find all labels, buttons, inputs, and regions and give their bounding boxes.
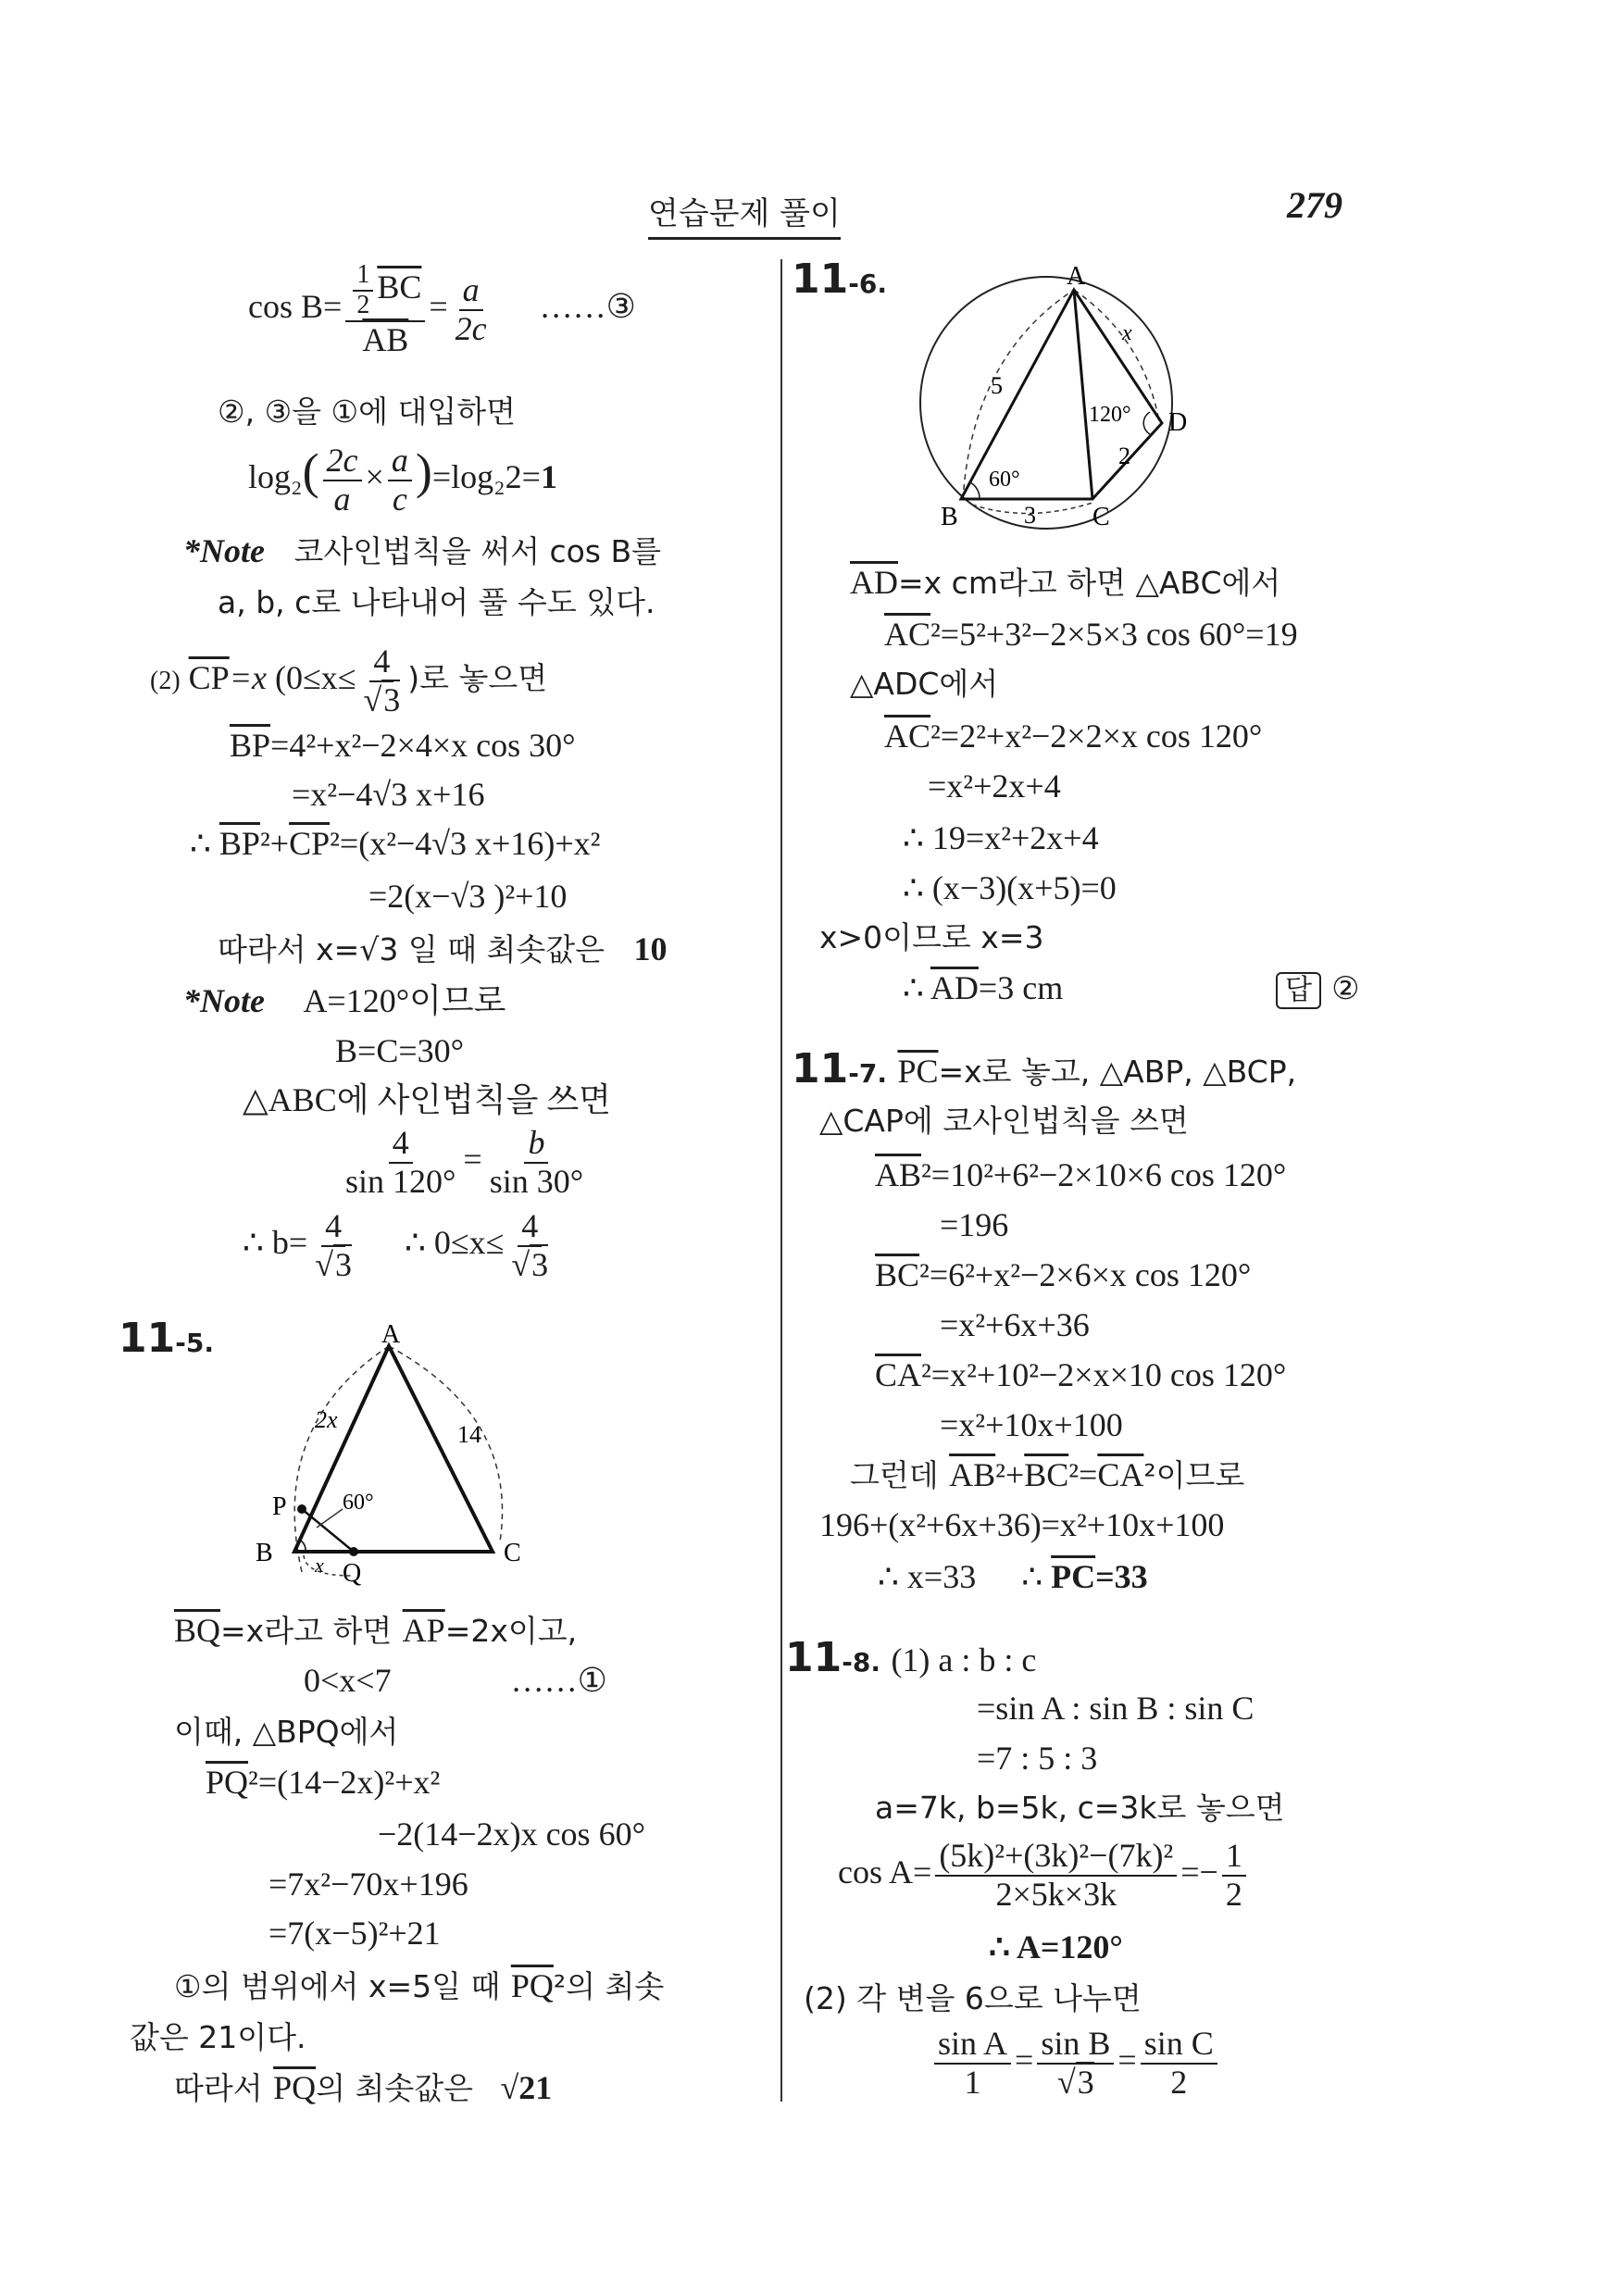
p6-line9: ∴ $\overline{AD}=3$ cm: [903, 969, 1064, 1006]
label-x: x: [315, 1554, 324, 1577]
note2-line3: △ABC에 사인법칙을 쓰면: [243, 1081, 611, 1118]
angle-b-marker: [970, 482, 980, 499]
note1-line2: a, b, c로 나타내어 풀 수도 있다.: [218, 584, 655, 620]
label-2x: 2x: [315, 1406, 338, 1433]
p7-line6: =x²+6x+36: [940, 1306, 1090, 1343]
p6-line1: $\overline{AD}=x$ cm라고 하면 △ABC에서: [850, 564, 1281, 601]
p2-answer: 따라서 x=√3 일 때 최솟값은 10: [218, 930, 668, 967]
p6-line4: $\overline{AC}^2=2^2+x^2-2\times 2\times x$ cos 120°: [884, 718, 1263, 755]
triangle-abc: [294, 1346, 493, 1552]
p5-line2: 0<x<7 ……①: [304, 1662, 607, 1699]
diagonal-ac: [1074, 290, 1092, 499]
p5-line9: 값은 21이다.: [130, 2019, 306, 2055]
p7-line2: △CAP에 코사인법칙을 쓰면: [819, 1103, 1189, 1139]
label-b: B: [256, 1539, 273, 1567]
p5-line7: =7(x−5)²+21: [268, 1915, 441, 1952]
label-b: B: [941, 503, 958, 531]
note2-result: ∴ b= $\frac{4}{√3}$ ∴ 0≤x≤ $\frac{4}{√3}$: [243, 1207, 549, 1283]
point-p: [297, 1504, 306, 1514]
triangle-figure-11-5: [250, 1320, 546, 1588]
angle-d-marker: [1143, 412, 1150, 434]
p6-line8: x>0이므로 x=3: [819, 919, 1044, 955]
p5-line3: 이때, △BPQ에서: [174, 1714, 399, 1750]
note2-line2: B=C=30°: [335, 1032, 465, 1069]
p8-line4: a=7k, b=5k, c=3k로 놓으면: [875, 1790, 1285, 1826]
p5-line8: ①의 범위에서 x=5일 때 $\overline{PQ}^2$의 최솟: [174, 1967, 665, 2004]
p5-line4: $\overline{PQ}^2=(14-2x)^2+x^2$: [206, 1764, 441, 1801]
p7-line1: 11-7. $\overline{PC}=x$로 놓고, △ABP, △BCP,: [792, 1045, 1297, 1092]
p8-line2: =sin A : sin B : sin C: [977, 1690, 1255, 1727]
label-c: C: [504, 1539, 521, 1567]
page-header-title: 연습문제 풀이: [648, 188, 841, 240]
label-x: x: [1122, 321, 1132, 345]
page-number: 279: [1287, 184, 1342, 226]
p5-line1: $\overline{BQ}=x$라고 하면 $\overline{AP}=2x$이고,: [174, 1612, 578, 1649]
p7-line3: $\overline{AB}^2=10^2+6^2-2\times 10\times 6$ cos 120°: [875, 1156, 1287, 1193]
p2-line4: ∴ $\overline{BP}^2+\overline{CP}^2=(x^2-4√3$ x+16)+x²: [190, 825, 601, 862]
p6-line5: =x²+2x+4: [928, 767, 1061, 805]
arc-ac: [389, 1346, 503, 1541]
p8-sine-ratio: $\frac{\text{sin A}}{1}$ = $\frac{\text{sin B}}{√3}$ = $\frac{\text{sin C}}{2}$: [930, 2026, 1221, 2101]
p8-line1: 11-8. (1) a : b : c: [785, 1634, 1037, 1681]
p6-line6: ∴ 19=x²+2x+4: [903, 819, 1099, 856]
note2-sine-law: $\frac{4}{\sin 120^\circ}$ = $\frac{b}{\sin 30^\circ}$: [345, 1124, 584, 1200]
p7-line4: =196: [940, 1206, 1009, 1243]
cosb-equation: cos B= $\frac{1}{2}$ $\overline{BC}$ AB = $\frac{a}{2c}$ ……③: [248, 260, 636, 358]
p8-line7: (2) 각 변을 6으로 나누면: [804, 1980, 1142, 2016]
p5-answer: 따라서 $\overline{PQ}$의 최솟값은 √21: [174, 2069, 553, 2106]
note1: *Note 코사인법칙을 써서 cos B를: [183, 532, 661, 569]
label-14: 14: [457, 1421, 481, 1448]
log-equation: log₂( $\frac{2c}{a}$ × $\frac{a}{c}$ )=log₂2=1: [248, 442, 557, 518]
p8-line6: ∴ A=120°: [989, 1928, 1123, 1965]
circle-figure-11-6: [907, 262, 1188, 542]
label-3: 3: [1024, 502, 1036, 529]
label-120deg: 120°: [1089, 403, 1131, 427]
subst-text: ②, ③을 ①에 대입하면: [218, 393, 516, 430]
p6-line7: ∴ (x−3)(x+5)=0: [903, 869, 1117, 906]
p6-line2: $\overline{AC}^2=5^2+3^2-2\times 5\times 3$ cos 60°=19: [884, 616, 1298, 653]
p8-line3: =7 : 5 : 3: [977, 1740, 1098, 1777]
p7-line9: 그런데 $\overline{AB}^2+\overline{BC}^2=\overline{CA}^2$이므로: [850, 1456, 1245, 1493]
label-d: D: [1168, 408, 1188, 437]
p7-line10: 196+(x²+6x+36)=x²+10x+100: [819, 1506, 1225, 1543]
label-a: A: [381, 1320, 401, 1349]
label-q: Q: [343, 1559, 362, 1588]
label-c: C: [1092, 503, 1110, 531]
column-divider: [780, 259, 782, 2102]
p6-line3: △ADC에서: [850, 666, 999, 702]
p6-answer: 답 ②: [1276, 970, 1360, 1009]
label-p: P: [272, 1492, 287, 1521]
p7-line7: $\overline{CA}^2=x^2+10^2-2\times x\times 10$ cos 120°: [875, 1356, 1287, 1393]
angle-label-leader: [317, 1509, 343, 1528]
p7-answer: ∴ x=33 ∴ $\overline{PC}=33$: [878, 1558, 1148, 1595]
p2-line5: =2(x−√3 )²+10: [368, 878, 568, 915]
p8-cosa: cos A= $\frac{\text{(5k)²+(3k)²−(7k)²}}{2\times 5k\times 3k}$ =− $\frac{1}{2}$: [838, 1838, 1250, 1913]
p5-line5: −2(14−2x)x cos 60°: [378, 1816, 645, 1853]
p2-line3: =x²−4√3 x+16: [292, 776, 485, 813]
label-60deg: 60°: [343, 1491, 374, 1515]
p5-line6: =7x²−70x+196: [268, 1866, 468, 1903]
segment-pq: [302, 1509, 354, 1552]
p7-line8: =x²+10x+100: [940, 1406, 1123, 1443]
label-2: 2: [1118, 443, 1130, 469]
circumcircle: [920, 277, 1172, 529]
problem-11-5-id: 11-5.: [119, 1315, 214, 1362]
p7-line5: $\overline{BC}^2=6^2+x^2-2\times 6\times x$ cos 120°: [875, 1256, 1252, 1293]
point-q: [349, 1547, 358, 1556]
note2: *Note A=120°이므로: [183, 982, 506, 1019]
p2-bp-squared: $\overline{BP}=4^2+x^2-2\times 4\times x$ cos 30°: [230, 727, 576, 764]
label-60deg: 60°: [989, 468, 1020, 492]
label-5: 5: [991, 372, 1003, 399]
p2-setup: (2) $\overline{CP}=x$ (0≤x≤ $\frac{4}{√3}$ )로 놓으면: [150, 643, 548, 718]
problem-11-6-id: 11-6.: [792, 256, 887, 303]
label-a: A: [1067, 262, 1086, 291]
